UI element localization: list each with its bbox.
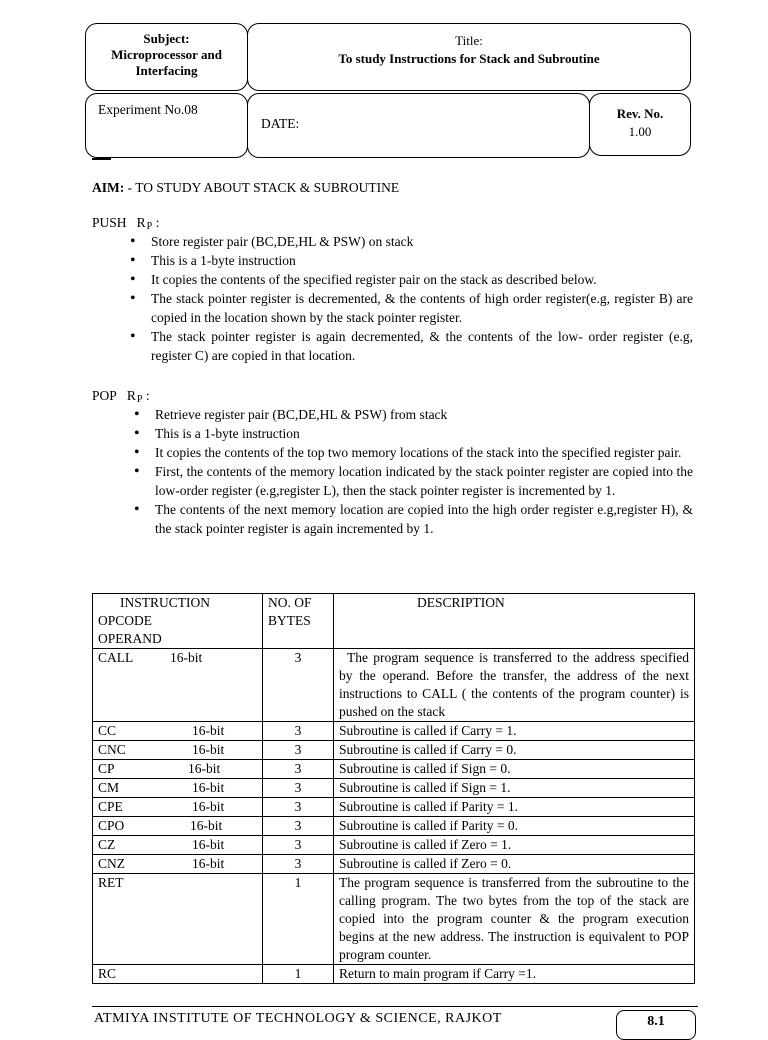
opcode-cell [93, 855, 263, 874]
push-operand: R [136, 215, 146, 230]
opcode-cell [93, 760, 263, 779]
description-cell: Return to main program if Carry =1. [334, 965, 695, 984]
title-label: Title: [455, 33, 483, 48]
opcode-cell [93, 649, 263, 722]
push-mnemonic: PUSH [92, 215, 127, 230]
header-text: OPERAND [98, 631, 162, 646]
date-box [247, 93, 590, 158]
table-row [93, 798, 695, 817]
date-label: DATE: [261, 116, 300, 131]
table-row [93, 649, 695, 722]
opcode: CPE [98, 799, 123, 814]
table-row [93, 741, 695, 760]
opcode: CC [98, 723, 117, 738]
opcode: CM [98, 780, 120, 795]
list-item: • This is a 1-byte instruction [134, 424, 693, 443]
title-value: To study Instructions for Stack and Subroutine [338, 51, 600, 66]
list-item: • It copies the contents of the specified register pair on the stack as described below. [130, 270, 693, 289]
description-cell: The program sequence is transferred to the address specified by the operand. Before the transfer, the address of the next instructions to CALL ( the contents of the program counter) is pushed on the stack [334, 649, 695, 722]
operand: 16-bit [192, 742, 225, 757]
pop-suffix: : [142, 388, 150, 403]
opcode: CNC [98, 742, 126, 757]
opcode: RET [98, 875, 124, 890]
description-cell: The program sequence is transferred from the subroutine to the calling program. The two bytes from the top of the stack are copied into the program counter & the program execution begins at the new address. The instruction is equivalent to POP program counter. [334, 874, 695, 965]
bytes-cell: 3 [263, 817, 334, 836]
header-description [334, 594, 695, 649]
list-item: • The stack pointer register is again decremented, & the contents of the low- order register (e.g, register C) are copied in that location. [130, 327, 693, 365]
operand: 16-bit [192, 723, 225, 738]
list-item: • This is a 1-byte instruction [130, 251, 693, 270]
rev-box [589, 93, 691, 156]
subject-value: Microprocessor and Interfacing [111, 47, 222, 78]
opcode-cell [93, 779, 263, 798]
list-item: • First, the contents of the memory location indicated by the stack pointer register are copied into the low-order register (e.g,register L), then the stack pointer register is incremented by 1. [134, 462, 693, 500]
table-row [93, 874, 695, 965]
pop-operand-sub: P [136, 394, 143, 405]
operand: 16-bit [192, 780, 225, 795]
operand: 16-bit [188, 761, 221, 776]
bytes-cell: 3 [263, 760, 334, 779]
title-box [247, 23, 691, 91]
aim-label: AIM: [92, 180, 125, 195]
opcode-cell [93, 965, 263, 984]
opcode-cell [93, 836, 263, 855]
opcode: CALL [98, 650, 134, 665]
description-cell: Subroutine is called if Carry = 0. [334, 741, 695, 760]
description-cell: Subroutine is called if Zero = 0. [334, 855, 695, 874]
opcode-cell [93, 722, 263, 741]
aim-text: - TO STUDY ABOUT STACK & SUBROUTINE [124, 180, 400, 195]
operand: 16-bit [192, 837, 225, 852]
experiment-box [85, 93, 248, 158]
experiment-number: Experiment No.08 [98, 102, 198, 117]
bytes-cell: 3 [263, 741, 334, 760]
bytes-cell: 3 [263, 836, 334, 855]
opcode-cell [93, 817, 263, 836]
header-bytes [263, 594, 334, 649]
table-row [93, 817, 695, 836]
opcode: CNZ [98, 856, 125, 871]
push-bullet-list [130, 232, 693, 365]
subject-label: Subject: [143, 31, 190, 46]
bytes-cell: 3 [263, 855, 334, 874]
description-cell: Subroutine is called if Parity = 0. [334, 817, 695, 836]
bytes-cell: 1 [263, 965, 334, 984]
opcode-cell [93, 741, 263, 760]
opcode: RC [98, 966, 117, 981]
footer-divider [92, 1006, 698, 1007]
bytes-cell: 1 [263, 874, 334, 965]
bytes-cell: 3 [263, 798, 334, 817]
header-instruction [93, 594, 263, 649]
aim-line [92, 178, 399, 197]
rev-label: Rev. No. [616, 106, 664, 121]
header-text: NO. OF [268, 595, 312, 610]
table-row [93, 965, 695, 984]
operand: 16-bit [190, 818, 223, 833]
bytes-cell: 3 [263, 722, 334, 741]
opcode: CPO [98, 818, 125, 833]
instruction-table [92, 593, 695, 984]
description-cell: Subroutine is called if Carry = 1. [334, 722, 695, 741]
description-cell: Subroutine is called if Zero = 1. [334, 836, 695, 855]
header-text: OPCODE [98, 613, 153, 628]
list-item: • Store register pair (BC,DE,HL & PSW) on stack [130, 232, 693, 251]
description-cell: Subroutine is called if Sign = 1. [334, 779, 695, 798]
header-underline [92, 158, 111, 160]
rev-value: 1.00 [628, 124, 652, 139]
list-item: • It copies the contents of the top two memory locations of the stack into the specified register pair. [134, 443, 693, 462]
bytes-cell: 3 [263, 649, 334, 722]
description-cell: Subroutine is called if Parity = 1. [334, 798, 695, 817]
list-item: • Retrieve register pair (BC,DE,HL & PSW) from stack [134, 405, 693, 424]
header-text: DESCRIPTION [417, 595, 505, 610]
operand: 16-bit [170, 650, 203, 665]
bytes-cell: 3 [263, 779, 334, 798]
operand: 16-bit [192, 856, 225, 871]
push-suffix: : [152, 215, 160, 230]
opcode-cell [93, 798, 263, 817]
table-row [93, 760, 695, 779]
subject-box [85, 23, 248, 91]
push-operand-sub: P [146, 221, 153, 232]
pop-operand: R [126, 388, 136, 403]
list-item: • The contents of the next memory location are copied into the high order register e.g,register H), & the stack pointer register is again incremented by 1. [134, 500, 693, 538]
footer-institute: ATMIYA INSTITUTE OF TECHNOLOGY & SCIENCE, RAJKOT [94, 1011, 502, 1026]
pop-mnemonic: POP [92, 388, 117, 403]
table-row [93, 836, 695, 855]
table-header-row [93, 594, 695, 649]
list-item: • The stack pointer register is decremented, & the contents of high order register(e.g, register B) are copied in the location shown by the stack pointer register. [130, 289, 693, 327]
table-row [93, 779, 695, 798]
page-number: 8.1 [616, 1010, 696, 1040]
table-row [93, 855, 695, 874]
opcode: CP [98, 761, 115, 776]
header-text: BYTES [268, 613, 311, 628]
header-text: INSTRUCTION [120, 595, 210, 610]
pop-bullet-list [134, 405, 693, 538]
opcode-cell [93, 874, 263, 965]
operand: 16-bit [192, 799, 225, 814]
table-row [93, 722, 695, 741]
opcode: CZ [98, 837, 116, 852]
description-cell: Subroutine is called if Sign = 0. [334, 760, 695, 779]
